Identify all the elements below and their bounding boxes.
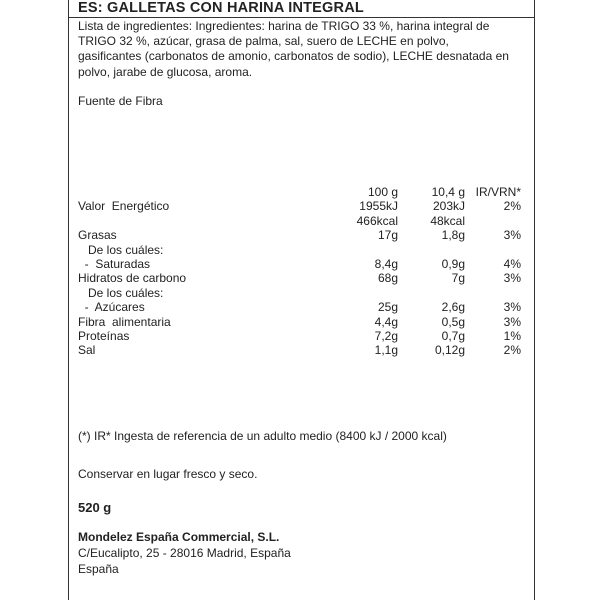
nutrient-label: Valor Energético bbox=[78, 199, 170, 214]
nutrition-row bbox=[69, 271, 534, 285]
value-per-100g: 1955kJ bbox=[359, 199, 398, 214]
value-per-portion: 2,6g bbox=[441, 300, 465, 315]
nutrient-label: - Azúcares bbox=[78, 300, 145, 315]
value-per-portion: 0,12g bbox=[434, 343, 465, 358]
nutrition-row bbox=[69, 329, 534, 343]
nutrient-label: Grasas bbox=[78, 228, 117, 243]
value-per-portion: 203kJ bbox=[432, 199, 465, 214]
nutrition-row bbox=[69, 257, 534, 271]
value-ir: 4% bbox=[503, 256, 521, 271]
net-weight: 520 g bbox=[78, 500, 112, 515]
value-per-100g: 68g bbox=[377, 271, 398, 286]
storage-note: Conservar en lugar fresco y seco. bbox=[78, 467, 258, 481]
nutrient-label: Proteínas bbox=[78, 328, 130, 343]
nutrition-table bbox=[69, 185, 534, 358]
ingredients-line: polvo, jarabe de glucosa, aroma. bbox=[78, 64, 253, 79]
nutrient-label: Sal bbox=[78, 343, 96, 358]
nutrition-row bbox=[69, 243, 534, 257]
ingredients-list bbox=[78, 19, 518, 80]
value-per-100g: 466kcal bbox=[356, 213, 398, 228]
nutrition-row bbox=[69, 228, 534, 242]
value-ir: 2% bbox=[503, 199, 521, 214]
nutrition-header-row bbox=[69, 185, 534, 199]
value-ir: 3% bbox=[503, 300, 521, 315]
value-ir: 3% bbox=[503, 228, 521, 243]
company-address: C/Eucalipto, 25 - 28016 Madrid, España bbox=[78, 546, 291, 560]
ingredients-line: TRIGO 32 %, azúcar, grasa de palma, sal, suero de LECHE en polvo, bbox=[78, 34, 449, 49]
nutrition-row bbox=[69, 315, 534, 329]
ingredients-line: Lista de ingredientes: Ingredientes: harina de TRIGO 33 %, harina integral de bbox=[78, 19, 490, 33]
value-per-portion: 0,7g bbox=[441, 328, 465, 343]
value-per-100g: 25g bbox=[377, 300, 398, 315]
value-ir: 1% bbox=[503, 328, 521, 343]
product-title: ES: GALLETAS CON HARINA INTEGRAL bbox=[78, 0, 364, 16]
value-per-100g: 4,4g bbox=[374, 314, 398, 329]
value-per-100g: 17g bbox=[377, 228, 398, 243]
ingredients-line: gasificantes (carbonatos de amonio, carbonatos de sodio), LECHE desnatada en bbox=[78, 49, 509, 64]
title-bar bbox=[69, 0, 534, 18]
company-country: España bbox=[78, 562, 119, 576]
company-name: Mondelez España Commercial, S.L. bbox=[78, 530, 280, 544]
nutrient-label: - Saturadas bbox=[78, 256, 151, 271]
nutrient-label: De los cuáles: bbox=[78, 242, 164, 257]
nutrition-row bbox=[69, 214, 534, 228]
label-frame bbox=[68, 0, 535, 600]
value-per-portion: 0,9g bbox=[441, 256, 465, 271]
value-per-100g: 7,2g bbox=[374, 328, 398, 343]
nutrition-rows bbox=[69, 199, 534, 357]
nutrient-label: De los cuáles: bbox=[78, 285, 164, 300]
nutrient-label: Fibra alimentaria bbox=[78, 314, 171, 329]
value-per-portion: 48kcal bbox=[430, 213, 465, 228]
nutrition-row bbox=[69, 300, 534, 314]
nutrition-row bbox=[69, 199, 534, 213]
value-per-portion: 1,8g bbox=[441, 228, 465, 243]
nutrition-row bbox=[69, 286, 534, 300]
header-per-100g: 100 g bbox=[367, 185, 398, 199]
value-ir: 3% bbox=[503, 271, 521, 286]
header-portion: 10,4 g bbox=[431, 185, 465, 199]
fiber-claim: Fuente de Fibra bbox=[78, 94, 163, 108]
nutrition-row bbox=[69, 343, 534, 357]
nutrient-label: Hidratos de carbono bbox=[78, 271, 187, 286]
value-per-100g: 1,1g bbox=[374, 343, 398, 358]
value-ir: 3% bbox=[503, 314, 521, 329]
value-ir: 2% bbox=[503, 343, 521, 358]
header-ir: IR/VRN* bbox=[475, 185, 521, 199]
value-per-portion: 7g bbox=[451, 271, 465, 286]
footnote: (*) IR* Ingesta de referencia de un adulto medio (8400 kJ / 2000 kcal) bbox=[78, 429, 447, 443]
value-per-portion: 0,5g bbox=[441, 314, 465, 329]
value-per-100g: 8,4g bbox=[374, 256, 398, 271]
